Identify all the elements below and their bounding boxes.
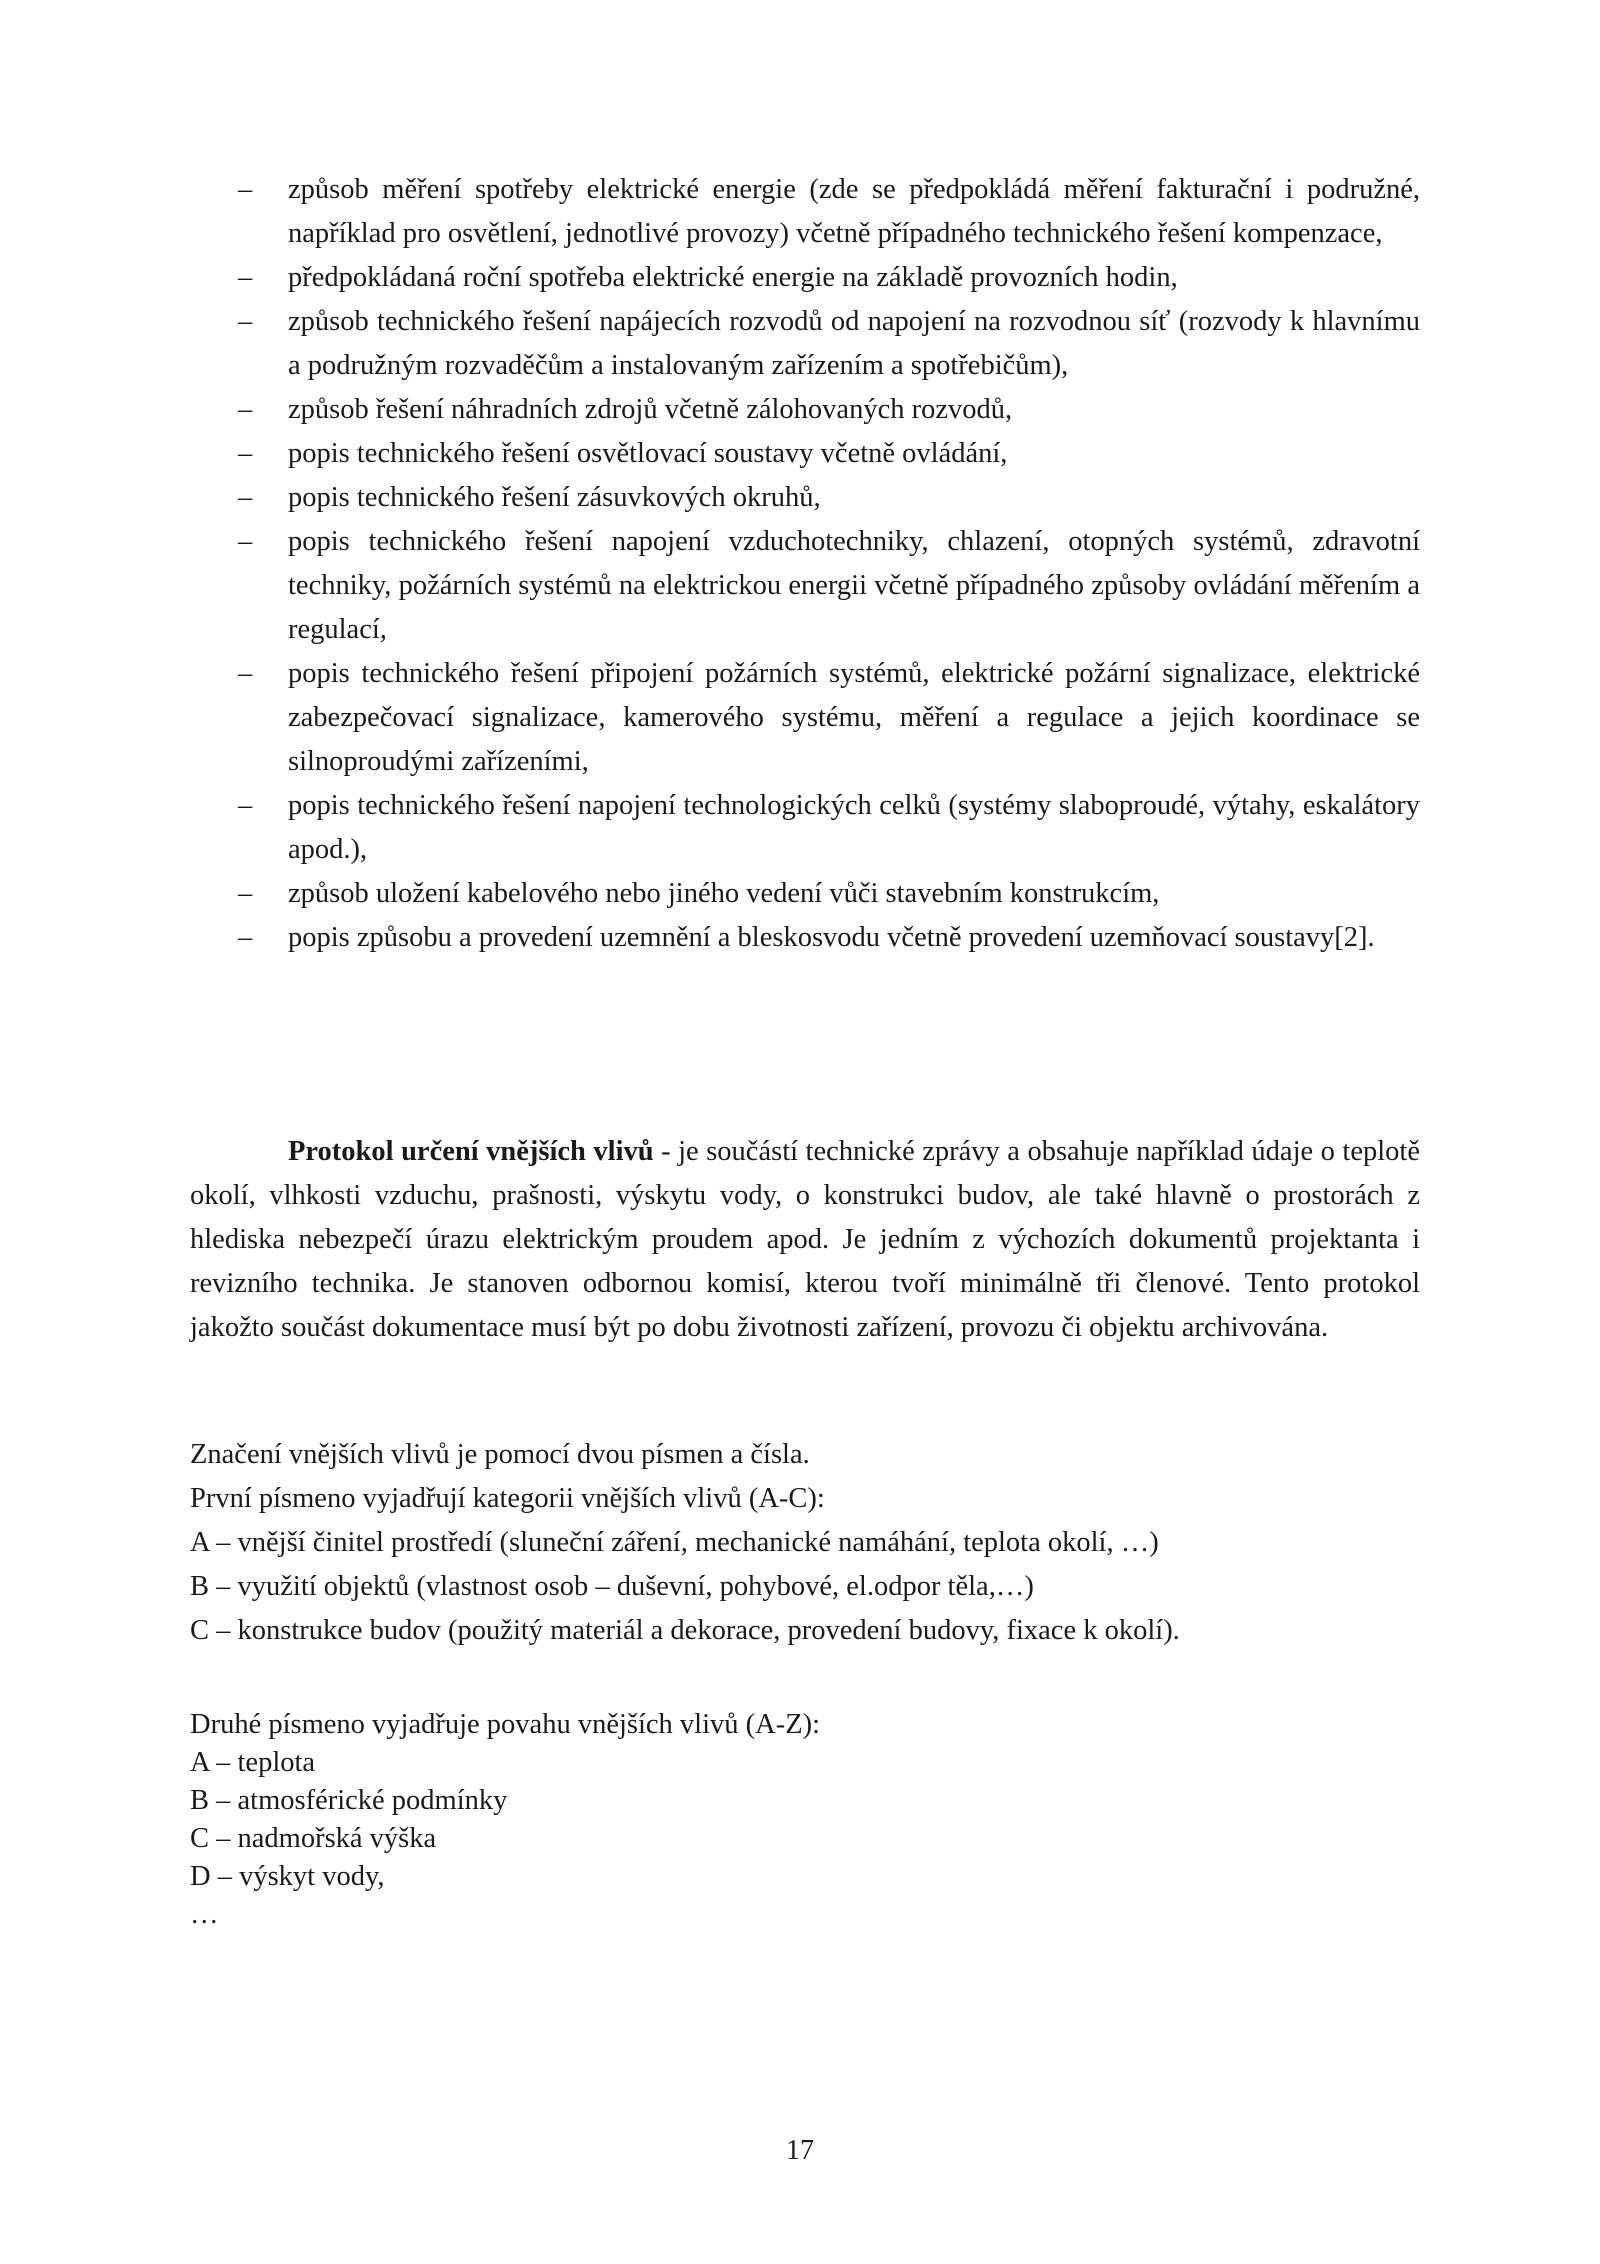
list-item-text: způsob řešení náhradních zdrojů včetně zálohovaných rozvodů, bbox=[288, 394, 1013, 425]
list-item-text: způsob uložení kabelového nebo jiného vedení vůči stavebním konstrukcím, bbox=[288, 878, 1160, 909]
dash-marker: – bbox=[238, 394, 253, 425]
influence-c: C – nadmořská výška bbox=[190, 1823, 437, 1854]
list-item bbox=[190, 476, 1420, 520]
second-letter-section bbox=[190, 1706, 1420, 1934]
list-item-text: popis technického řešení napojení technologických celků (systémy slaboproudé, výtahy, eskalátory apod.), bbox=[288, 790, 1420, 865]
list-item bbox=[190, 872, 1420, 916]
dash-marker: – bbox=[238, 174, 253, 205]
first-letter-intro: První písmeno vyjadřují kategorii vnějších vlivů (A-C): bbox=[190, 1483, 825, 1514]
influence-d: D – výskyt vody, bbox=[190, 1861, 385, 1892]
influence-a: A – teplota bbox=[190, 1747, 316, 1778]
list-item-text: popis technického řešení napojení vzduchotechniky, chlazení, otopných systémů, zdravotní techniky, požárních systémů na elektrickou energii včetně případného způsoby ovládání měřením a regulací, bbox=[288, 526, 1420, 645]
dash-marker: – bbox=[238, 482, 253, 513]
dash-marker: – bbox=[238, 922, 253, 953]
list-item bbox=[190, 916, 1420, 960]
influence-b: B – atmosférické podmínky bbox=[190, 1785, 508, 1816]
protocol-term: Protokol určení vnějších vlivů bbox=[288, 1136, 654, 1167]
list-item-text: popis technického řešení zásuvkových okruhů, bbox=[288, 482, 821, 513]
dash-marker: – bbox=[238, 262, 253, 293]
list-item bbox=[190, 784, 1420, 872]
page-number: 17 bbox=[786, 2135, 814, 2166]
list-item bbox=[190, 256, 1420, 300]
list-item-text: předpokládaná roční spotřeba elektrické energie na základě provozních hodin, bbox=[288, 262, 1178, 293]
dash-marker: – bbox=[238, 526, 253, 557]
dash-marker: – bbox=[238, 306, 253, 337]
category-c: C – konstrukce budov (použitý materiál a dekorace, provedení budovy, fixace k okolí). bbox=[190, 1615, 1180, 1646]
list-item-text: popis technického řešení připojení požárních systémů, elektrické požární signalizace, elektrické zabezpečovací signalizace, kamerového systému, měření a regulace a jejich koordinace se silnoproudými zařízeními, bbox=[288, 658, 1420, 777]
dash-marker: – bbox=[238, 658, 253, 689]
ellipsis: … bbox=[190, 1899, 219, 1930]
dash-marker: – bbox=[238, 878, 253, 909]
marking-section bbox=[190, 1433, 1420, 1653]
marking-intro: Značení vnějších vlivů je pomocí dvou písmen a čísla. bbox=[190, 1439, 810, 1470]
list-item bbox=[190, 652, 1420, 784]
list-item bbox=[190, 388, 1420, 432]
dash-marker: – bbox=[238, 438, 253, 469]
dash-marker: – bbox=[238, 790, 253, 821]
category-b: B – využití objektů (vlastnost osob – duševní, pohybové, el.odpor těla,…) bbox=[190, 1571, 1034, 1602]
requirements-list bbox=[190, 168, 1420, 960]
list-item-text: způsob měření spotřeby elektrické energie (zde se předpokládá měření fakturační i podružné, například pro osvětlení, jednotlivé provozy) včetně případného technického řešení kompenzace, bbox=[288, 174, 1420, 249]
list-item bbox=[190, 432, 1420, 476]
list-item bbox=[190, 520, 1420, 652]
protocol-paragraph bbox=[190, 1130, 1420, 1350]
list-item bbox=[190, 300, 1420, 388]
protocol-text: - je součástí technické zprávy a obsahuje například údaje o teplotě okolí, vlhkosti vzduchu, prašnosti, výskytu vody, o konstrukci budov, ale také hlavně o prostorách z hlediska nebezpečí úrazu elektrickým proudem apod. Je jedním z výchozích dokumentů projektanta i revizního technika. Je stanoven odbornou komisí, kterou tvoří minimálně tři členové. Tento protokol jakožto součást dokumentace musí být po dobu životnosti zařízení, provozu či objektu archivována. bbox=[190, 1136, 1420, 1343]
list-item-text: způsob technického řešení napájecích rozvodů od napojení na rozvodnou síť (rozvody k hlavnímu a podružným rozvaděčům a instalovaným zařízením a spotřebičům), bbox=[288, 306, 1420, 381]
list-item-text: popis technického řešení osvětlovací soustavy včetně ovládání, bbox=[288, 438, 1008, 469]
list-item-text: popis způsobu a provedení uzemnění a bleskosvodu včetně provedení uzemňovací soustavy[2]. bbox=[288, 922, 1375, 953]
list-item bbox=[190, 168, 1420, 256]
second-letter-intro: Druhé písmeno vyjadřuje povahu vnějších vlivů (A-Z): bbox=[190, 1709, 821, 1740]
category-a: A – vnější činitel prostředí (sluneční záření, mechanické namáhání, teplota okolí, …) bbox=[190, 1527, 1159, 1558]
